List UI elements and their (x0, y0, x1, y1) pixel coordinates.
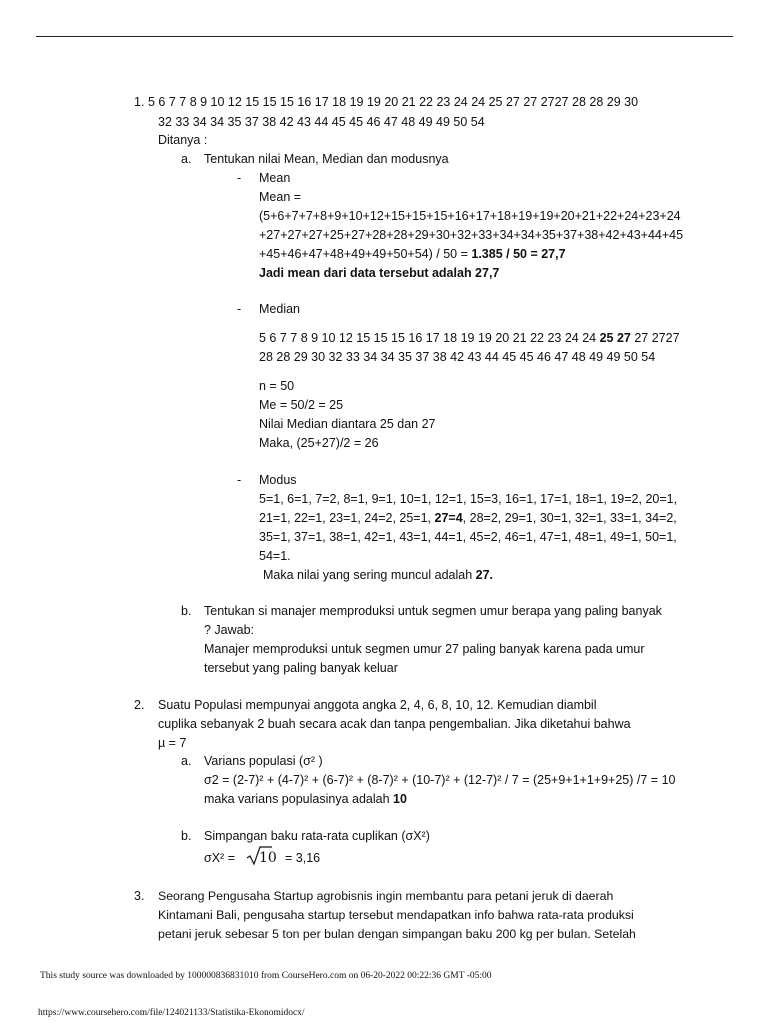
mean-equation-label: Mean = (259, 190, 302, 204)
q1-b-line-2: ? Jawab: (204, 623, 255, 637)
median-between: Nilai Median diantara 25 dan 27 (259, 417, 436, 431)
modus-line-3: 35=1, 37=1, 38=1, 42=1, 43=1, 44=1, 45=2, 46=1, 47=1, 48=1, 49=1, 50=1, (259, 530, 677, 544)
q2-b-letter: b. (181, 829, 192, 843)
mean-heading: Mean (259, 171, 291, 185)
q1-data-line-2: 32 33 34 34 35 37 38 42 43 44 45 45 46 47 48 49 49 50 54 (158, 115, 485, 129)
q2-a-conclusion-value: 10 (393, 792, 407, 806)
q2-a-title: Varians populasi (σ² ) (204, 754, 323, 768)
q1-b-letter: b. (181, 604, 192, 618)
q2-b-title: Simpangan baku rata-rata cuplikan (σX²) (204, 829, 430, 843)
modus-line-2-post: , 28=2, 29=1, 30=1, 32=1, 33=1, 34=2, (462, 511, 677, 525)
q1-b-line-4: tersebut yang paling banyak keluar (204, 661, 398, 675)
median-heading: Median (259, 302, 300, 316)
q2-line-1: Suatu Populasi mempunyai anggota angka 2, 4, 6, 8, 10, 12. Kemudian diambil (158, 698, 597, 712)
mean-sum-line-3 (259, 246, 566, 262)
q2-line-3: µ = 7 (158, 736, 187, 750)
mean-bullet: - (237, 171, 242, 185)
median-n: n = 50 (259, 379, 295, 393)
q2-b-rhs: = 3,16 (285, 851, 321, 865)
modus-heading: Modus (259, 473, 297, 487)
mean-sum-line-2: +27+27+27+25+27+28+28+29+30+32+33+34+34+35+37+38+42+43+44+45 (259, 228, 684, 242)
median-result: Maka, (25+27)/2 = 26 (259, 436, 379, 450)
modus-line-1: 5=1, 6=1, 7=2, 8=1, 9=1, 10=1, 12=1, 15=3, 16=1, 17=1, 18=1, 19=2, 20=1, (259, 492, 678, 506)
q2-b-radicand: 10 (259, 850, 277, 866)
q1-b-line-3: Manajer memproduksi untuk segmen umur 27 paling banyak karena pada umur (204, 642, 645, 656)
mean-result: 1.385 / 50 = 27,7 (471, 247, 566, 261)
q1-a-question: Tentukan nilai Mean, Median dan modusnya (204, 152, 449, 166)
modus-line-4: 54=1. (259, 549, 291, 563)
modus-conclusion (263, 567, 493, 583)
modus-highlight: 27=4 (434, 511, 463, 525)
median-data-line-1 (259, 330, 680, 346)
q2-b-lhs: σX² = (204, 851, 235, 865)
mean-sum-text: +45+46+47+48+49+49+50+54) / 50 = (259, 247, 472, 261)
median-data-line-2: 28 28 29 30 32 33 34 34 35 37 38 42 43 44 45 45 46 47 48 49 49 50 54 (259, 350, 656, 364)
modus-line-2-pre: 21=1, 22=1, 23=1, 24=2, 25=1, (259, 511, 435, 525)
q1-b-line-1: Tentukan si manajer memproduksi untuk segmen umur berapa yang paling banyak (204, 604, 662, 618)
download-source-note: This study source was downloaded by 100000836831010 from CourseHero.com on 06-20-2022 00:22:36 GMT -05:00 (40, 971, 492, 981)
q3-line-2: Kintamani Bali, pengusaha startup tersebut mendapatkan info bahwa rata-rata produksi (158, 908, 634, 922)
modus-bullet: - (237, 473, 242, 487)
mean-conclusion: Jadi mean dari data tersebut adalah 27,7 (259, 266, 500, 280)
q1-number: 1. (134, 95, 145, 109)
q3-number: 3. (134, 889, 145, 903)
mean-sum-line-1: (5+6+7+7+8+9+10+12+15+15+15+16+17+18+19+19+20+21+22+24+23+24 (259, 209, 681, 223)
median-data-post: 27 2727 (630, 331, 680, 345)
modus-conclusion-text: Maka nilai yang sering muncul adalah (263, 568, 476, 582)
q2-a-conclusion (204, 791, 407, 807)
modus-conclusion-value: 27. (475, 568, 494, 582)
q1-data-line-1: 5 6 7 7 8 9 10 12 15 15 15 16 17 18 19 19 20 21 22 23 24 24 25 27 27 2727 28 28 29 30 (148, 95, 639, 109)
q2-a-formula: σ2 = (2-7)² + (4-7)² + (6-7)² + (8-7)² + (10-7)² + (12-7)² / 7 = (25+9+1+1+9+25) /7 = 10 (204, 773, 676, 787)
median-data-pre: 5 6 7 7 8 9 10 12 15 15 15 16 17 18 19 19 20 21 22 23 24 24 (259, 331, 600, 345)
median-middle-values: 25 27 (599, 331, 631, 345)
source-url-link[interactable]: https://www.coursehero.com/file/124021133/Statistika-Ekonomidocx/ (38, 1008, 305, 1018)
modus-line-2 (259, 510, 677, 526)
q2-number: 2. (134, 698, 145, 712)
q2-a-letter: a. (181, 754, 192, 768)
q1-a-letter: a. (181, 152, 192, 166)
header-rule (36, 36, 733, 37)
median-me: Me = 50/2 = 25 (259, 398, 344, 412)
median-bullet: - (237, 302, 242, 316)
q2-line-2: cuplika sebanyak 2 buah secara acak dan tanpa pengembalian. Jika diketahui bahwa (158, 717, 631, 731)
q3-line-1: Seorang Pengusaha Startup agrobisnis ingin membantu para petani jeruk di daerah (158, 889, 614, 903)
q3-line-3: petani jeruk sebesar 5 ton per bulan dengan simpangan baku 200 kg per bulan. Setelah (158, 927, 636, 941)
q2-a-conclusion-text: maka varians populasinya adalah (204, 792, 394, 806)
q1-ditanya: Ditanya : (158, 133, 208, 147)
